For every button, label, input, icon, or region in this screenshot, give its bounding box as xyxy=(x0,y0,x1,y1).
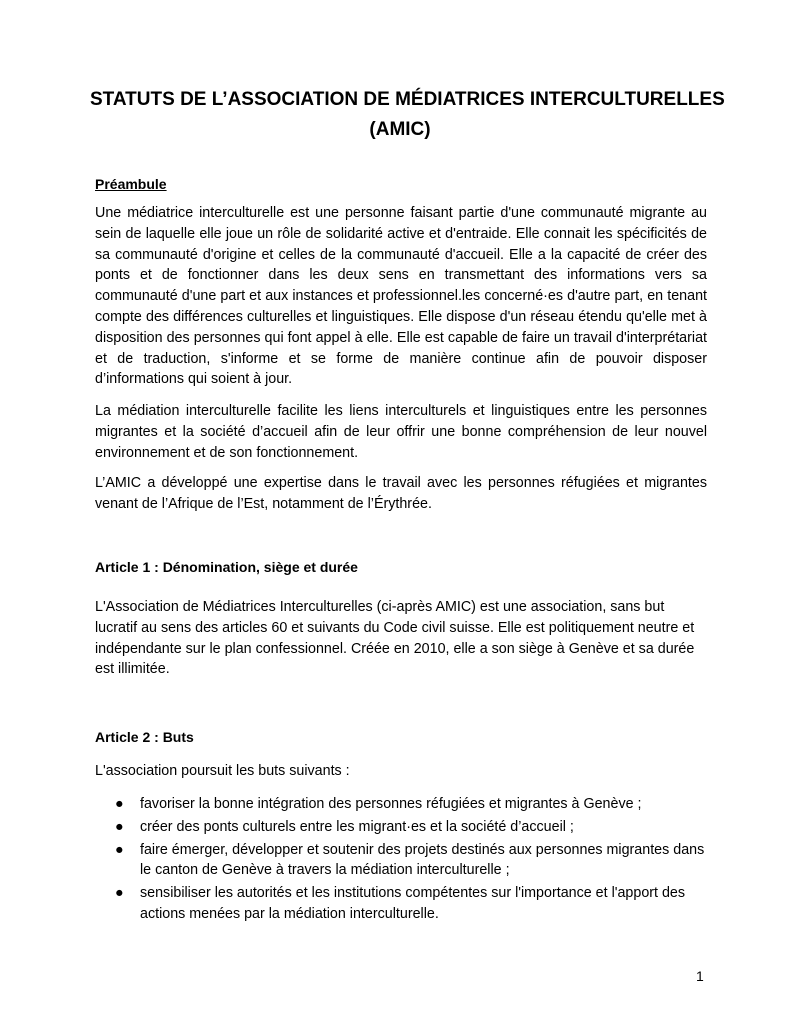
list-item xyxy=(95,817,707,838)
title-line-2: (AMIC) xyxy=(369,119,431,140)
list-item-text: créer des ponts culturels entre les migrant·es et la société d’accueil ; xyxy=(140,818,574,835)
list-item-text: faire émerger, développer et soutenir des projets destinés aux personnes migrantes dans le canton de Genève à travers la médiation interculturelle ; xyxy=(140,841,705,879)
bullet-icon: ● xyxy=(115,796,124,812)
title-line-1: STATUTS DE L’ASSOCIATION DE MÉDIATRICES INTERCULTURELLES xyxy=(90,89,725,110)
article-2-intro: L'association poursuit les buts suivants : xyxy=(95,763,350,779)
list-item xyxy=(95,794,707,815)
bullet-icon: ● xyxy=(115,885,124,902)
list-item-text: favoriser la bonne intégration des personnes réfugiées et migrantes à Genève ; xyxy=(140,796,642,812)
page-number: 1 xyxy=(696,968,704,984)
list-item xyxy=(95,840,707,882)
preamble-paragraph-1: Une médiatrice interculturelle est une personne faisant partie d'une communauté migrante au sein de laquelle elle joue un rôle de solidarité active et d'entraide. Elle connait les spécificités de sa communauté d'origine et celles de la communauté d'accueil. Elle a la capacité de créer des ponts et de fonctionner dans les deux sens en transmettant des informations vers sa communauté d'une part et aux instances et professionnel.les concerné·es d'autre part, en tenant compte des différences culturelles et linguistiques. Elle dispose d'un réseau étendu qu'elle met à disposition des personnes qui font appel à elle. Elle est capable de faire un travail d'interprétariat et de traduction, s'informe et se forme de manière continue afin de pouvoir disposer d’informations qui soient à jour. xyxy=(95,205,707,388)
list-item xyxy=(95,883,707,925)
list-item-text: sensibiliser les autorités et les institutions compétentes sur l'importance et l'apport des actions menées par la médiation interculturelle. xyxy=(140,885,686,922)
bullet-icon: ● xyxy=(115,818,124,835)
article-1-heading: Article 1 : Dénomination, siège et durée xyxy=(95,559,358,575)
preamble-paragraph-3: L’AMIC a développé une expertise dans le travail avec les personnes réfugiées et migrantes venant de l’Afrique de l’Est, notamment de l’Érythrée. xyxy=(95,475,707,512)
preamble-heading: Préambule xyxy=(95,176,167,192)
article-1-text: L'Association de Médiatrices Interculturelles (ci-après AMIC) est une association, sans but lucratif au sens des articles 60 et suivants du Code civil suisse. Elle est politiquement neutre et indépendante sur le plan confessionnel. Créée en 2010, elle a son siège à Genève et sa durée est illimitée. xyxy=(95,599,695,678)
document-title xyxy=(90,85,725,145)
article-2-goals-list xyxy=(95,794,707,927)
article-2-heading: Article 2 : Buts xyxy=(95,729,194,745)
bullet-icon: ● xyxy=(115,841,124,858)
preamble-paragraph-2: La médiation interculturelle facilite les liens interculturels et linguistiques entre les personnes migrantes et la société d’accueil afin de leur offrir une bonne compréhension de leur nouvel environnement et de son fonctionnement. xyxy=(95,403,707,461)
